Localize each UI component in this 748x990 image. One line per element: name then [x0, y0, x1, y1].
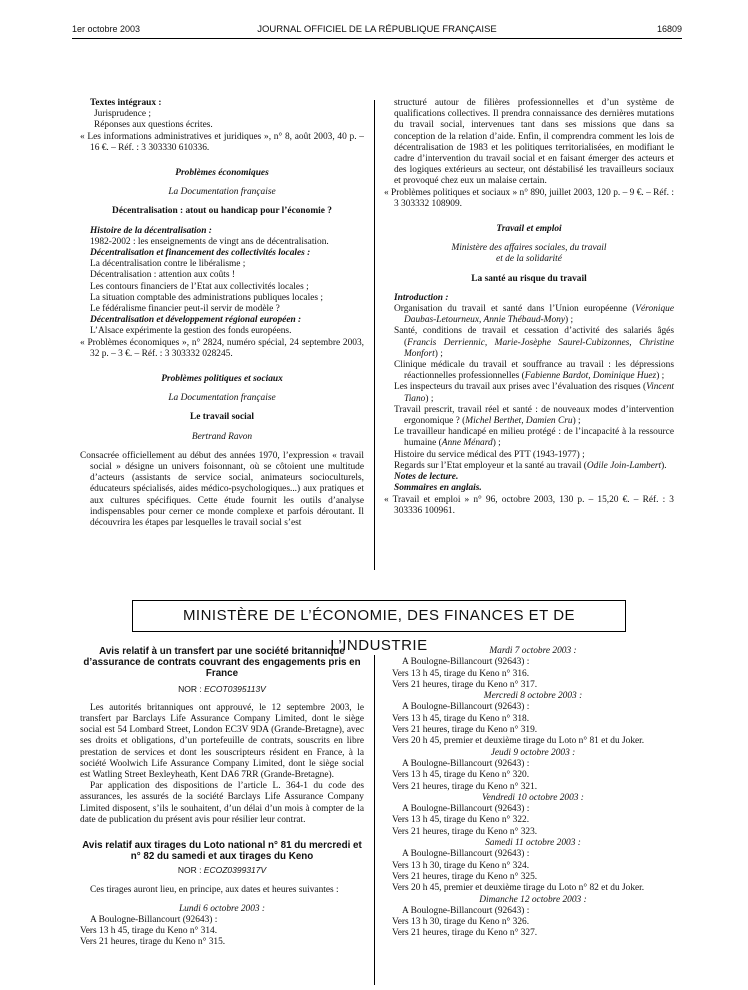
draw-date: Dimanche 12 octobre 2003 :: [479, 894, 587, 905]
column-divider: [374, 655, 375, 985]
item: Les contours financiers de l’Etat aux collectivités locales ;: [90, 281, 309, 292]
item: Décentralisation : attention aux coûts !: [90, 270, 236, 281]
nor-line: NOR : ECOZ0399317V: [177, 865, 267, 876]
draw-line: Vers 21 heures, tirage du Keno n° 315.: [80, 937, 226, 948]
sommaires: Sommaires en anglais.: [394, 483, 482, 494]
subheading: Introduction :: [394, 292, 449, 303]
draw-line: Vers 21 heures, tirage du Keno n° 321.: [392, 781, 538, 792]
publisher: et de la solidarité: [496, 254, 562, 265]
draw-line: Vers 13 h 45, tirage du Keno n° 322.: [392, 815, 530, 826]
subheading: Histoire de la décentralisation :: [90, 225, 212, 236]
draw-location: A Boulogne-Billancourt (92643) :: [402, 905, 530, 916]
draw-line: Vers 13 h 45, tirage du Keno n° 318.: [392, 713, 530, 724]
draw-date: Jeudi 9 octobre 2003 :: [490, 747, 576, 758]
subheading: Décentralisation et financement des collectivités locales :: [90, 248, 311, 259]
draw-location: A Boulogne-Billancourt (92643) :: [90, 915, 218, 926]
item: Santé, conditions de travail et cessation d’activité des salariés âgés (Francis Derriennic, Marie-Josèphe Saurel-Cubizonnes, Christine Monfort) ;: [394, 326, 674, 359]
header-rule: [72, 38, 682, 39]
publisher: La Documentation française: [168, 393, 276, 404]
nor-line: NOR : ECOT0395113V: [178, 683, 266, 694]
issue-heading: Le travail social: [189, 412, 255, 423]
author: Bertrand Ravon: [191, 431, 253, 442]
body-text: Les autorités britanniques ont approuvé, le 12 septembre 2003, le transfert par Barclays Life Assurance Company Limited, dont le siège social est 54 Lombard Street, London EC3V 9DA (Grande-Bretagne), avec ses droits et obligations, d’un portefeuille de contrats, souscrits en libre prestation de services et dont les souscripteurs résident en France, à la société Woolwich Life Assurance Company Limited, dont le siège social est Watling Street Bexleyheath, Kent DA6 7RR (Grande-Bretagne).: [80, 702, 364, 781]
jurisprudence: Jurisprudence ;: [94, 109, 152, 120]
item: L’Alsace expérimente la gestion des fonds européens.: [90, 326, 292, 337]
bottom-left-column: [80, 646, 364, 949]
draw-line: Vers 13 h 45, tirage du Keno n° 316.: [392, 668, 530, 679]
subheading: Décentralisation et développement régional européen :: [90, 315, 302, 326]
draw-location: A Boulogne-Billancourt (92643) :: [402, 804, 530, 815]
item: La situation comptable des administrations publiques locales ;: [90, 292, 324, 303]
draw-location: A Boulogne-Billancourt (92643) :: [402, 849, 530, 860]
draw-date: Samedi 11 octobre 2003 :: [485, 838, 581, 849]
body-text: structuré autour de filières professionnelles et d’un système de qualifications collectives. Il prendra connaissance des dernières mutations du travail social, intervenues tant dans ses missions que dans sa conception de la relation d’aide. Enfin, il comprendra comment les lois de décentralisation de 1983 et les politiques territorialisées, en modifiant le cadre d’intervention du travail social et en faisant émerger des acteurs et des logiques extérieurs au secteur, ont déstabilisé les travailleurs sociaux et provoqué chez eux un malaise certain.: [394, 98, 674, 187]
item: Le travailleur handicapé en milieu protégé : de l’incapacité à la ressource humaine (Anne Ménard) ;: [394, 427, 674, 449]
draw-line: Vers 13 h 45, tirage du Keno n° 314.: [80, 926, 218, 937]
item: Regards sur l’Etat employeur et la santé au travail (Odile Join-Lambert).: [394, 460, 667, 471]
left-top-column: [80, 98, 364, 529]
section-title: Problèmes politiques et sociaux: [161, 374, 283, 385]
body-text: Ces tirages auront lieu, en principe, aux dates et heures suivantes :: [90, 884, 339, 895]
draw-line: Vers 21 heures, tirage du Keno n° 317.: [392, 679, 538, 690]
page-header: [72, 24, 682, 38]
publisher: Ministère des affaires sociales, du travail: [451, 243, 607, 254]
draw-line: Vers 21 heures, tirage du Keno n° 325.: [392, 871, 538, 882]
section-title: Problèmes économiques: [175, 168, 269, 179]
item: Le fédéralisme financier peut-il servir de modèle ?: [90, 304, 280, 315]
draw-date: Vendredi 10 octobre 2003 :: [482, 792, 584, 803]
draw-line: Vers 20 h 45, premier et deuxième tirage du Loto n° 81 et du Joker.: [392, 736, 645, 747]
draw-location: A Boulogne-Billancourt (92643) :: [402, 758, 530, 769]
draw-line: Vers 21 heures, tirage du Keno n° 327.: [392, 928, 538, 939]
issue-heading: La santé au risque du travail: [471, 273, 587, 284]
reponses: Réponses aux questions écrites.: [94, 120, 213, 131]
ministry-banner: MINISTÈRE DE L’ÉCONOMIE, DES FINANCES ET DE L’INDUSTRIE: [132, 600, 626, 632]
item: 1982-2002 : les enseignements de vingt ans de décentralisation.: [90, 236, 329, 247]
item: Travail prescrit, travail réel et santé : de nouveaux modes d’intervention ergonomique ? (Michel Berthet, Damien Cru) ;: [394, 404, 674, 427]
header-date: 1er octobre 2003: [72, 24, 141, 34]
reference: « Problèmes politiques et sociaux » n° 890, juillet 2003, 120 p. – 9 €. – Réf. : 3 303332 108909.: [384, 187, 674, 209]
draw-line: Vers 13 h 30, tirage du Keno n° 326.: [392, 917, 530, 928]
section-title: Travail et emploi: [496, 224, 562, 235]
item: Histoire du service médical des PTT (1943-1977) ;: [394, 449, 585, 460]
draw-location: A Boulogne-Billancourt (92643) :: [402, 702, 530, 713]
issue-heading: Décentralisation : atout ou handicap pour l’économie ?: [112, 206, 332, 217]
notice-title: Avis relatif à un transfert par une société britannique d’assurance de contrats couvrant des engagements pris en France: [83, 646, 361, 680]
draw-line: Vers 13 h 30, tirage du Keno n° 324.: [392, 860, 530, 871]
draw-line: Vers 20 h 45, premier et deuxième tirage du Loto n° 82 et du Joker.: [392, 883, 645, 894]
publisher: La Documentation française: [168, 187, 276, 198]
draw-line: Vers 21 heures, tirage du Keno n° 323.: [392, 826, 538, 837]
notice-title: Avis relatif aux tirages du Loto national n° 81 du mercredi et n° 82 du samedi et aux tirages du Keno: [82, 840, 362, 863]
header-title: JOURNAL OFFICIEL DE LA RÉPUBLIQUE FRANÇAISE: [257, 24, 497, 35]
item: Les inspecteurs du travail aux prises avec l’évaluation des risques (Vincent Tiano) ;: [394, 382, 674, 404]
reference: « Les informations administratives et juridiques », n° 8, août 2003, 40 p. – 16 €. – Réf. : 3 303330 610336.: [80, 131, 364, 153]
body-text: Consacrée officiellement au début des années 1970, l’expression « travail social » désigne un univers foisonnant, où se côtoient une multitude d’acteurs (assistants de service social, animateurs socioculturels, éducateurs spécialisés, aides médico-psychologiques...) aux pratiques et aux cultures spécifiques. Cette étude fournit les outils d’analyse indispensables pour cerner ce monde complexe et parfois déroutant. Il découvrira les étapes par lesquelles le travail social s’est: [80, 450, 364, 529]
item: Clinique médicale du travail et souffrance au travail : les dépressions réactionnelles professionnelles (Fabienne Bardot, Dominique Huez) ;: [394, 360, 674, 382]
draw-date: Mardi 7 octobre 2003 :: [489, 646, 577, 656]
reference: « Problèmes économiques », n° 2824, numéro spécial, 24 septembre 2003, 32 p. – 3 €. – Réf. : 3 303332 028245.: [80, 337, 364, 359]
item: Organisation du travail et santé dans l’Union européenne (Véronique Daubas-Letourneux, Annie Thébaud-Mony) ;: [394, 304, 674, 326]
textes-integraux: Textes intégraux :: [90, 98, 162, 108]
column-divider: [374, 100, 375, 570]
draw-date: Lundi 6 octobre 2003 :: [178, 903, 266, 914]
reference: « Travail et emploi » n° 96, octobre 2003, 130 p. – 15,20 €. – Réf. : 3 303336 100961.: [384, 494, 674, 516]
draw-line: Vers 21 heures, tirage du Keno n° 319.: [392, 725, 538, 736]
right-top-column: [384, 98, 674, 517]
draw-date: Mercredi 8 octobre 2003 :: [483, 691, 583, 702]
body-text: Par application des dispositions de l’article L. 364-1 du code des assurances, les assurés de la société Barclays Life Assurance Company Limited disposent, s’ils le souhaitent, d’un délai d’un mois à compter de la date de publication du présent avis pour résilier leur contrat.: [80, 781, 364, 825]
notes: Notes de lecture.: [394, 472, 459, 483]
header-page-number: 16809: [656, 24, 682, 34]
bottom-right-column: [392, 646, 674, 940]
item: La décentralisation contre le libéralisme ;: [90, 259, 246, 270]
draw-line: Vers 13 h 45, tirage du Keno n° 320.: [392, 770, 530, 781]
draw-location: A Boulogne-Billancourt (92643) :: [402, 657, 530, 668]
